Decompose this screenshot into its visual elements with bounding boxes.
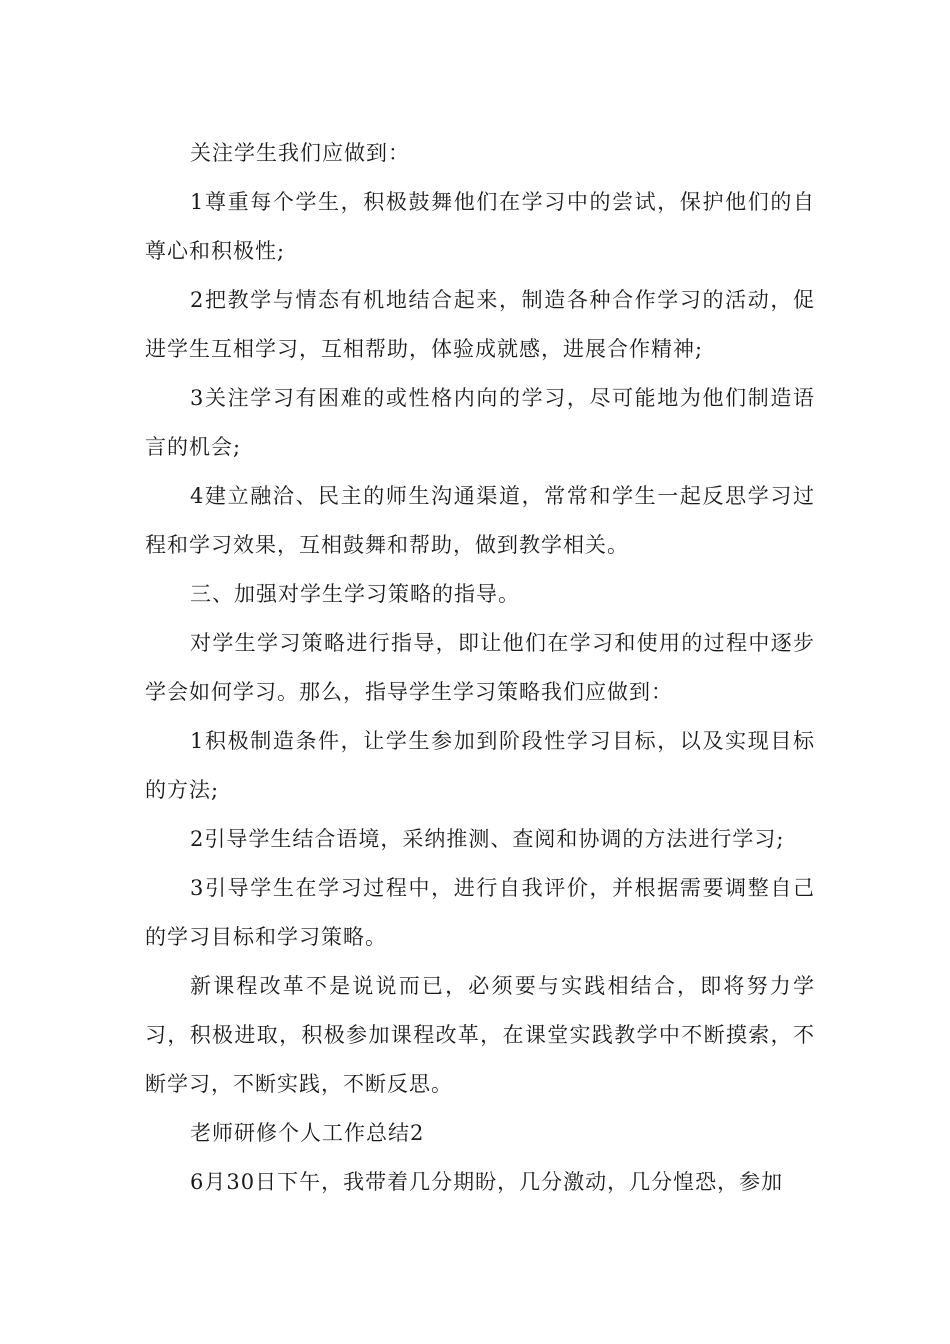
paragraph-strategy-guidance: 对学生学习策略进行指导，即让他们在学习和使用的过程中逐步学会如何学习。那么，指导学生学习策略我们应做到： <box>145 631 815 704</box>
document-body <box>145 129 815 1207</box>
paragraph-struggling-students: 3关注学习有困难的或性格内向的学习，尽可能地为他们制造语言的机会; <box>145 386 815 459</box>
paragraph-respect-students: 1尊重每个学生，积极鼓舞他们在学习中的尝试，保护他们的自尊心和积极性; <box>145 190 815 263</box>
paragraph-curriculum-reform: 新课程改革不是说说而已，必须要与实践相结合，即将努力学习，积极进取，积极参加课程改革，在课堂实践教学中不断摸索，不断学习，不断实践，不断反思。 <box>145 974 815 1096</box>
section-title-summary-2: 老师研修个人工作总结2 <box>190 1121 425 1145</box>
paragraph-self-evaluation: 3引导学生在学习过程中，进行自我评价，并根据需要调整自己的学习目标和学习策略。 <box>145 876 815 949</box>
paragraph-context-learning: 2引导学生结合语境，采纳推测、查阅和协调的方法进行学习; <box>190 827 785 851</box>
paragraph-june-30: 6月30日下午，我带着几分期盼，几分激动，几分惶恐，参加 <box>190 1170 784 1194</box>
section-heading-strategy: 三、加强对学生学习策略的指导。 <box>190 582 520 606</box>
paragraph-attention-intro: 关注学生我们应做到： <box>190 141 410 165</box>
paragraph-create-conditions: 1积极制造条件，让学生参加到阶段性学习目标，以及实现目标的方法; <box>145 729 815 802</box>
paragraph-communication-channel: 4建立融洽、民主的师生沟通渠道，常常和学生一起反思学习过程和学习效果，互相鼓舞和帮助，做到教学相关。 <box>145 484 815 557</box>
paragraph-combine-emotion: 2把教学与情态有机地结合起来，制造各种合作学习的活动，促进学生互相学习，互相帮助，体验成就感，进展合作精神; <box>145 288 815 361</box>
